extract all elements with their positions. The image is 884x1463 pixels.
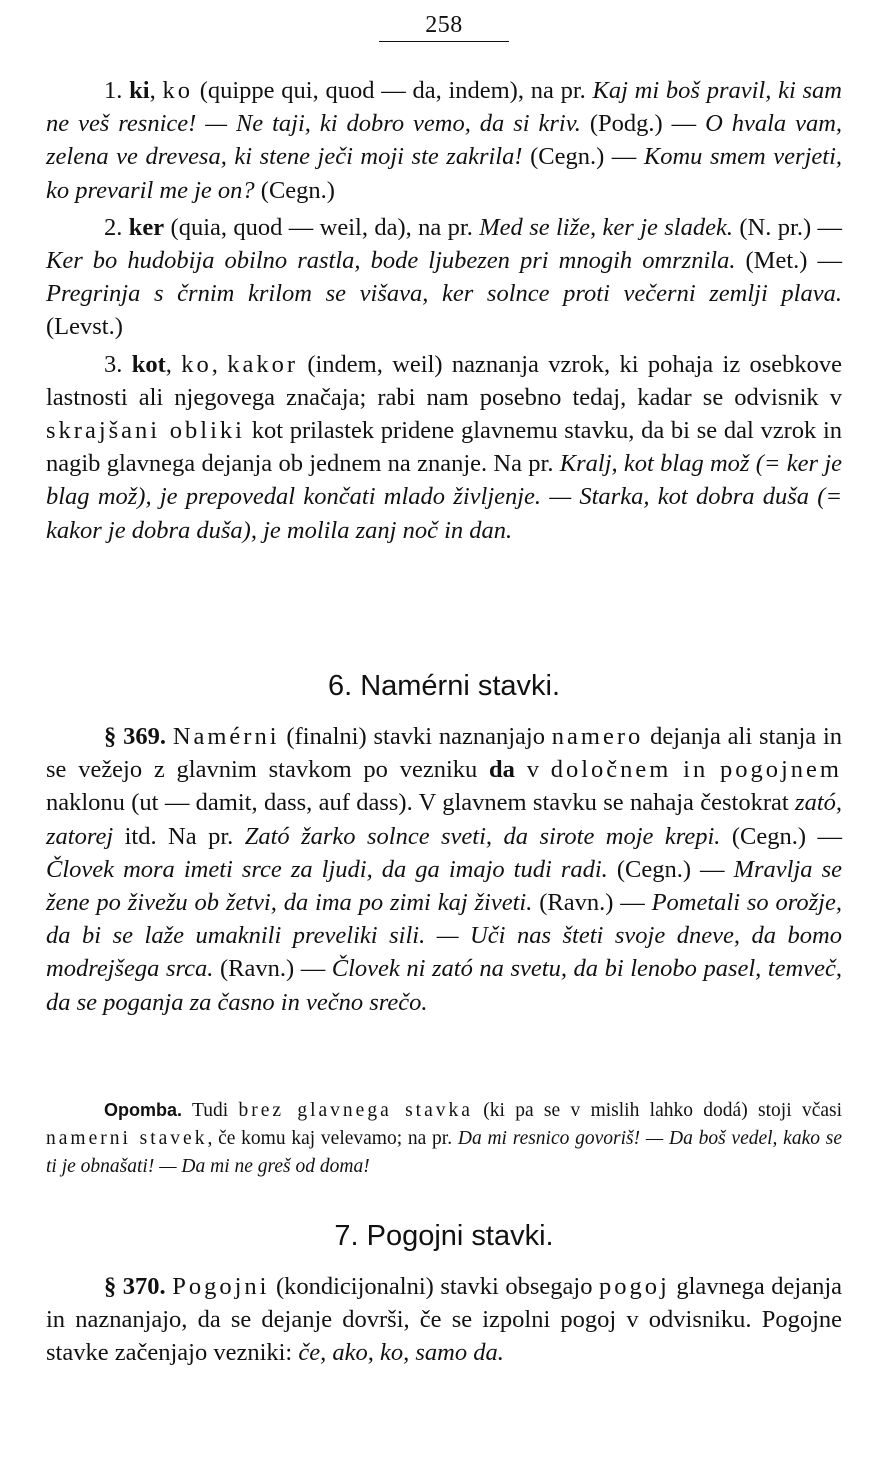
section-heading-6: 6. Namérni stavki. [327,670,561,702]
paragraph-369: § 369. Namérni (finalni) stavki naznanjajo namero dejanja ali stanja in se vežejo z glavnim stavkom po vezniku da v določnem in pogojnem naklonu (ut — damit, dass, auf dass). V glavnem stavku se nahaja čestokrat zató, zatorej itd. Na pr. Zató žarko solnce sveti, da sirote moje krepi. (Cegn.) — Človek mora imeti srce za ljudi, da ga imajo tudi radi. (Cegn.) — Mravlja se žene po živežu ob žetvi, da ima po zimi kaj živeti. (Ravn.) — Pometali so orožje, da bi se laže umaknili preveliki sili. — Uči nas šteti svoje dneve, da bomo modrejšega srca. (Ravn.) — Človek ni zató na svetu, da bi lenobo pasel, temveč, da se poganja za časno in večno srečo. [46,723,843,1016]
paragraph-number: § 369. [104,723,166,750]
note-label: Opomba. [104,1100,183,1120]
list-items-block [46,74,842,547]
paragraph-370: § 370. Pogojni (kondicijonalni) stavki obsegajo pogoj glavnega dejanja in naznanjajo, da se dejanje dovrši, če se izpolni pogoj v odvisniku. Pogojne stavke začenjajo vezniki: če, ako, ko, samo da. [46,1273,843,1367]
list-item-2: 2. ker (quia, quod — weil, da), na pr. Med se liže, ker je sladek. (N. pr.) — Ker bo hudobija obilno rastla, bode ljubezen pri mnogih omrznila. (Met.) — Pregrinja s črnim krilom se višava, ker solnce proti večerni zemlji plava. (Levst.) [46,213,842,341]
page-number: 258 [425,12,463,38]
list-item-1: 1. ki, ko (quippe qui, quod — da, indem), na pr. Kaj mi boš pravil, ki sam ne veš resnice! — Ne taji, ki dobro vemo, da si kriv. (Podg.) — O hvala vam, zelena ve drevesa, ki stene ječi moji ste zakrila! (Cegn.) — Komu smem verjeti, ko prevaril me je on? (Cegn.) [46,77,843,204]
paragraph-number: § 370. [104,1273,166,1300]
list-item-3: 3. kot, ko, kakor (indem, weil) naznanja vzrok, ki pohaja iz osebkove lastnosti ali njegovega značaja; rabi nam posebno tedaj, kadar se odvisnik v skrajšani obliki kot prilastek pridene glavnemu stavku, da bi se dal vzrok in nagib glavnega dejanja ob jednem na znanje. Na pr. Kralj, kot blag mož (= ker je blag mož), je prepovedal končati mlado življenje. — Starka, kot dobra duša (= kakor je dobra duša), je molila zanj noč in dan. [46,350,843,544]
page-number-rule [379,41,509,42]
note-block: Opomba. Tudi brez glavnega stavka (ki pa se v mislih lahko dodá) stoji včasi namerni stavek, če komu kaj velevamo; na pr. Da mi resnico govoriš! — Da boš vedel, kako se ti je obnašati! — Da mi ne greš od doma! [46,1100,843,1177]
section-heading-7: 7. Pogojni stavki. [334,1220,554,1252]
